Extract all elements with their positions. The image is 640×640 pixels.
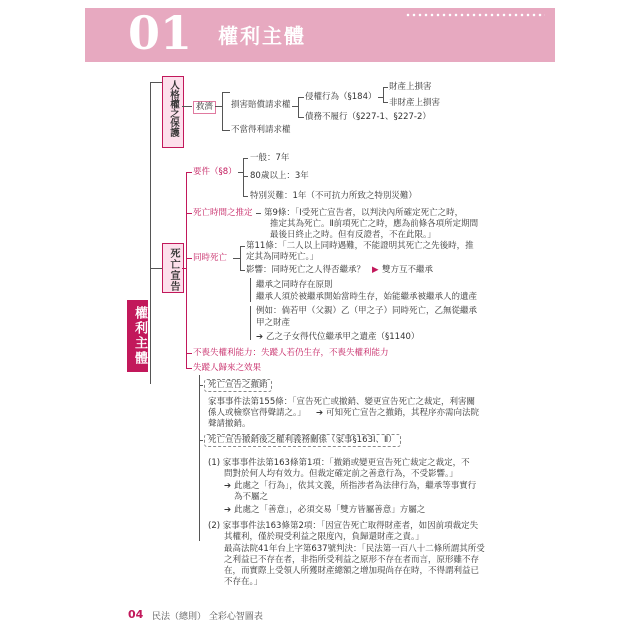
art9-line1: 第9條：「Ⅰ受死亡宣告者，以判決內所確定死亡之時， — [264, 208, 464, 218]
property-damage: 財產上損害 — [389, 82, 432, 92]
para1-line2: 問對於何人均有效力。但裁定確定前之善意行為，不受影響。」 — [224, 469, 458, 479]
tort-label: 侵權行為（§184） — [305, 92, 377, 102]
over80-period: 80歲以上：3年 — [250, 171, 309, 181]
main-spine — [150, 82, 151, 384]
simultaneous-label: 同時死亡 — [193, 253, 228, 263]
effect-arrow-icon: ▶ — [372, 265, 379, 275]
root-label: 權利主體 — [132, 306, 147, 366]
heir-principle-desc: 繼承人須於被繼承開始當時生存，始能繼承被繼承人的遺產 — [256, 292, 478, 302]
para1-note1-line2: 為不屬之 — [234, 492, 269, 502]
general-period: 一般：7年 — [250, 153, 290, 163]
art11-line2: 定其為同時死亡。」 — [246, 252, 319, 262]
header-dots — [405, 13, 545, 17]
special-disaster: 特別災難：1年（不可抗力所致之特別災難） — [250, 191, 417, 201]
chapter-number: 01 — [128, 6, 193, 60]
example-arrow-icon: ➔ — [256, 332, 264, 342]
death-time-label: 死亡時間之推定 — [193, 208, 253, 218]
art155-line1: 家事事件法第155條：「宣告死亡或撤銷、變更宣告死亡之裁定，利害關 — [208, 397, 475, 407]
art155-line3: 聲請撤銷。 — [208, 419, 251, 429]
effect-result: 雙方互不繼承 — [382, 265, 434, 275]
sec2-label: 死亡宣告 — [168, 248, 179, 292]
footer-book-title: 民法（總則） 全彩心智圖表 — [152, 612, 263, 622]
claim-damages: 損害賠償請求權 — [231, 100, 291, 110]
no-capacity-loss: 不喪失權利能力：失蹤人若仍生存，不喪失權利能力 — [193, 348, 389, 358]
heir-principle: 繼承之同時存在原則 — [256, 280, 333, 290]
sec1-label: 人格權之保護 — [168, 80, 179, 137]
revocation-label: 死亡宣告之撤銷 — [204, 379, 272, 392]
after-revocation-label: 死亡宣告撤銷後之權利義務關係（家事§163Ⅰ、Ⅱ） — [204, 434, 401, 447]
para1-note2-arrow-icon: ➔ — [224, 505, 232, 515]
nonproperty-damage: 非財產上損害 — [389, 98, 441, 108]
art155-arrow-text: 可知死亡宣告之撤銷，其程序亦需向法院 — [326, 408, 480, 418]
remedy-label: 救濟 — [193, 101, 216, 114]
para1-line1: (1) 家事事件法第163條第1項：「撤銷或變更宣告死亡裁定之裁定，不 — [208, 458, 470, 468]
example-line2: 甲之財產 — [256, 318, 291, 328]
art155-line2: 係人或檢察官得聲請之。」 — [208, 408, 306, 418]
effect-question: 影響：同時死亡之人得否繼承？ — [246, 265, 366, 275]
art11-line1: 第11條：「二人以上同時遇難，不能證明其死亡之先後時，推 — [246, 241, 474, 251]
unjust-enrichment-claim: 不當得利請求權 — [231, 125, 291, 135]
para1-note2: 此處之「善意」，必須交易「雙方皆屬善意」方屬之 — [234, 505, 426, 515]
para2-line3: 最高法院41年台上字第637號判決：「民法第一百八十二條所謂其所受 — [224, 544, 485, 554]
art9-line3: 最後日終止之時。但有反證者，不在此限。」 — [270, 230, 436, 240]
para2-line6: 不存在。」 — [224, 577, 263, 587]
para1-note1-arrow-icon: ➔ — [224, 481, 232, 491]
para2-line4: 之利益已不存在者，非指所受利益之原形不存在者而言，原形雖不存 — [224, 555, 480, 565]
footer-page-number: 04 — [128, 608, 144, 621]
sec2-spine — [186, 172, 187, 368]
missing-return: 失蹤人歸來之效果 — [193, 363, 262, 373]
art155-arrow-icon: ➔ — [316, 408, 324, 418]
para1-note1-line1: 此處之「行為」，依其文義，所指涉者為法律行為，繼承等事實行 — [234, 481, 477, 491]
art9-line2: 推定其為死亡。Ⅱ前項死亡之時，應為前條各項所定期間 — [270, 219, 479, 229]
requirement-label: 要件（§8） — [193, 167, 237, 177]
example-result: 乙之子女得代位繼承甲之遺產（§1140） — [266, 332, 420, 342]
para2-line1: (2) 家事事件法163條第2項：「因宣告死亡取得財產者，如因前項裁定失 — [208, 521, 479, 531]
chapter-title: 權利主體 — [218, 24, 306, 48]
para2-line5: 在，而實際上受領人所獲財產總額之增加現尚存在時，不得謂利益已 — [224, 566, 480, 576]
example-line1: 例如：倘若甲（父親）乙（甲之子）同時死亡，乙無從繼承 — [256, 306, 478, 316]
para2-line2: 其權利，僅於現受利益之限度內，負歸還財產之責。」 — [224, 532, 424, 542]
nonperformance-label: 債務不履行（§227-1、§227-2） — [305, 112, 431, 122]
